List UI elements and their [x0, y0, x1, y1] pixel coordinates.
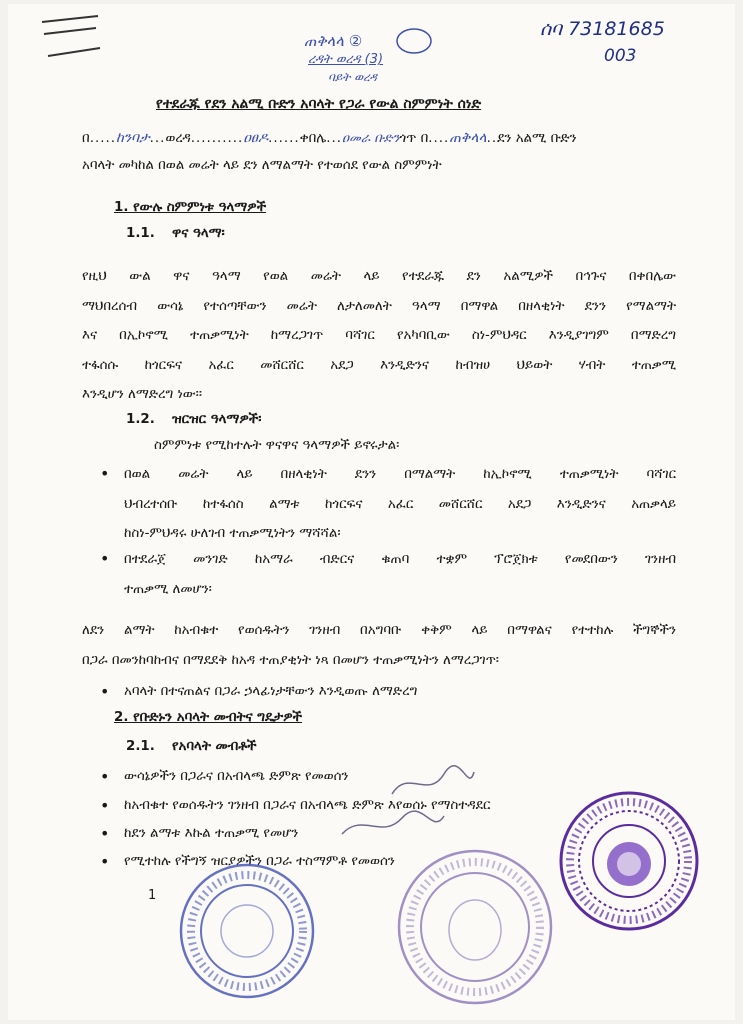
member-right-3: ከደን ልማቱ እኩል ተጠቃሚ የመሆን: [124, 826, 299, 841]
intro-line-1: በ.....ከንባታ...ወረዳ..........ዐፀዶ......ቀበሌ...ዐመራ ቡድንጎጥ በ....ጠቅላላ..ደን አልሚ ቡድን: [82, 130, 577, 146]
woreda-value: ከንባታ: [115, 130, 150, 146]
bullet-marker: •: [100, 824, 110, 843]
bullet-marker: •: [100, 767, 110, 786]
member-right-1: ውሳኔዎችን በጋራና በአብላጫ ድምጽ የመወሰን: [124, 769, 349, 784]
circled-number-mark: [394, 26, 434, 56]
pen-scribble-marks: [38, 12, 108, 62]
handwritten-reference-suffix: 003: [604, 46, 637, 66]
bullet-line: በወል መሬት ላይ በዘላቂነት ደንን በማልማት ከኢኮኖሚ ተጠቃሚነት ባሻገር: [124, 467, 676, 482]
section-1-heading: 1. የውሉ ስምምነቱ ዓላማዎች: [114, 200, 267, 215]
specific-objective-2: [124, 545, 676, 604]
intro-text-c: ቀበሌ: [299, 131, 327, 146]
paragraph-line: እና በኢኮኖሚ ተጠቃሚነት ከማረጋገጥ ባሻገር የአካባቢው ስነ-ምህዳር እንዲያገግም በማድረግ: [82, 328, 676, 343]
intro-text-b: ወረዳ: [165, 131, 191, 146]
section-2-heading: 2. የቡድኑን አባላት መብትና ግዴታዎች: [114, 710, 303, 725]
paragraph-line: እንዲሆን ለማድረግ ነው፡፡: [82, 387, 202, 402]
paragraph-line: በጋራ በመንከባከብና በማደደቅ ከአዳ ተጠያቂነት ነጻ በመሆን ተጠቃሚነትን ለማረጋገጥ፡: [82, 652, 499, 668]
got-value: ዐመራ ቡድን: [341, 131, 400, 146]
bullet-line: ህብረተሰቡ ከተፋሰስ ልማቱ ከጎርፍና አፈር መሸርሸር አደጋ እንዲድንና አጠቃላይ: [124, 496, 676, 512]
bullet-line: ተጠቃሚ ለመሆን፡: [124, 581, 212, 597]
bullet-marker: •: [100, 852, 110, 871]
main-objective-paragraph: [82, 262, 676, 410]
member-right-4: የሚተከሉ የችግኝ ዝርያዎችን በጋራ ተስማምቶ የመወሰን: [124, 854, 395, 869]
official-seal-stamp-grey: [392, 844, 558, 1010]
intro-line-2: አባላት መካከል በወል መሬት ላይ ደን ለማልማት የተወሰደ የውል ስምምነት: [82, 158, 442, 173]
kebele-value: ዐፀዶ: [243, 130, 269, 146]
paragraph-line: ተፋሰሱ ከጎርፍና አፈር መሸርሸር አደጋ እንዲድንና ከብዝሀ ህይወት ሃብት ተጠቃሚ: [82, 357, 676, 373]
document-title: የተደራጁ የደን አልሚ ቡድን አባላት የጋራ የውል ስምምነት ሰነድ: [156, 96, 482, 112]
loan-paragraph: [82, 616, 676, 675]
signature-scribble: [338, 806, 448, 846]
handwritten-note-1: ጠቅላላ ②: [304, 32, 363, 50]
handwritten-note-3: ባይት ወረዳ: [328, 70, 377, 84]
section-1-2-number: 1.2.: [126, 412, 155, 427]
paragraph-line: ለደን ልማት ከአብቁተ የወሰዱትን ገንዘብ በአግባቡ ቀቅም ላይ በማዋልና የተተከሉ ችግኞችን: [82, 623, 676, 638]
section-1-1-number: 1.1.: [126, 226, 155, 241]
section-1-1-title: ዋና ዓላማ፡: [172, 226, 225, 241]
section-2-1-title: የአባላት መብቶች: [172, 739, 257, 754]
handwritten-note-2: ረዳት ወረዳ (3): [308, 52, 384, 67]
specific-objective-3: አባላት በተናጠልና በጋራ ኃላፊነታቸውን እንዲወጡ ለማድረግ: [124, 684, 418, 699]
signature-scribble: [388, 764, 478, 804]
bullet-line: በተደራጀ መንገድ ከአማራ ብድርና ቁጠባ ተቋም ፕሮጀክቱ የመደበውን ገንዘብ: [124, 552, 676, 567]
section-1-2-intro: ስምምነቱ የሚከተሉት ዋናዋና ዓላማዎች ይኖሩታል፡: [154, 438, 400, 453]
intro-text-e: ደን አልሚ ቡድን: [497, 131, 577, 146]
section-2-1-number: 2.1.: [126, 739, 155, 754]
paragraph-line: ማህበረሰብ ውሳኔ የተሰጣቸውን መሬት ለታለመለት ዓላማ በማዋል በዘላቂነት ደንን የማልማት: [82, 298, 676, 314]
document-page: [8, 4, 735, 1020]
intro-text-a: በ: [82, 131, 90, 146]
bullet-marker: •: [100, 682, 110, 701]
official-seal-stamp-purple: [554, 786, 704, 936]
section-1-2-title: ዝርዝር ዓላማዎች፡: [172, 412, 262, 427]
group-value: ጠቅላላ: [449, 130, 487, 146]
page-number: 1: [148, 888, 157, 903]
bullet-marker: •: [100, 796, 110, 815]
official-seal-stamp-blue: [172, 856, 322, 1006]
member-right-2: ከአብቁተ የወሰዱትን ገንዘብ በጋራና በአብላጫ ድምጽ እየወሰኑ የማስተዳደር: [124, 798, 491, 813]
bullet-line: ከስነ-ምህዳሩ ሁለገብ ተጠቃሚነትን ማሻሻል፡: [124, 526, 341, 541]
specific-objective-1: [124, 460, 676, 549]
intro-text-d: ጎጥ በ: [399, 131, 429, 146]
paragraph-line: የዚህ ውል ዋና ዓላማ የወል መሬት ላይ የተደራጁ ደን አልሚዎች በኅጉና በቀበሌው: [82, 269, 676, 284]
bullet-marker: •: [100, 549, 110, 568]
bullet-marker: •: [100, 464, 110, 483]
handwritten-reference-number: ሰባ 73181685: [540, 18, 665, 40]
